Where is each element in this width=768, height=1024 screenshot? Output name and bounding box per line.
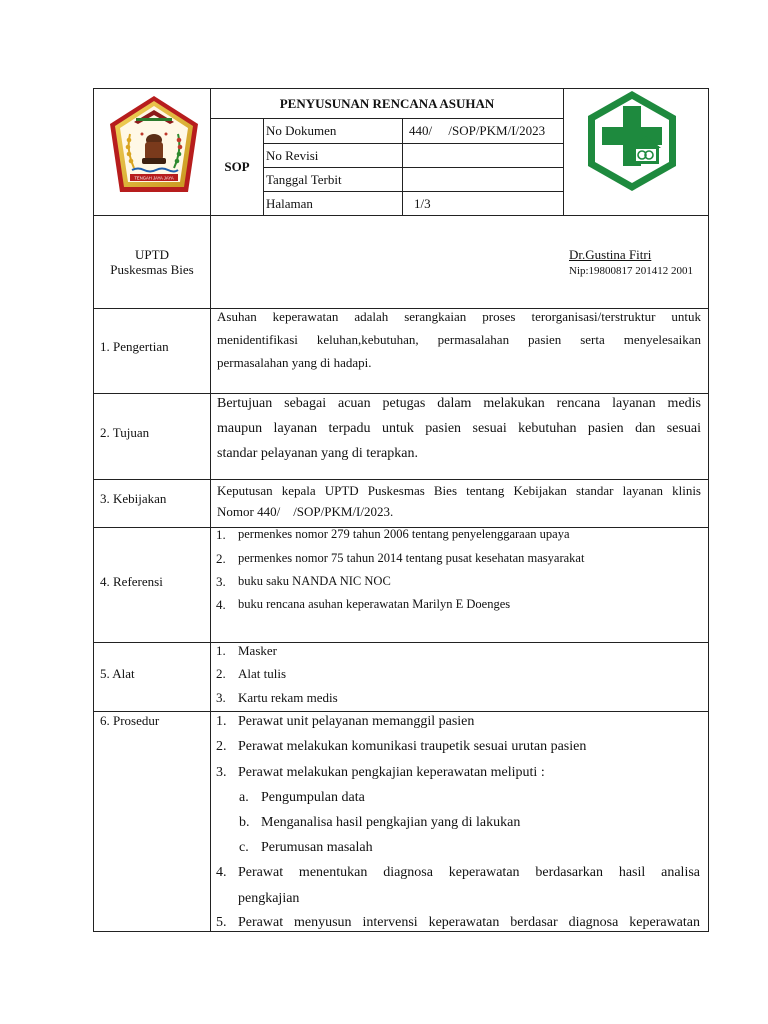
text-line: permasalahan yang di hadapi.	[217, 355, 372, 370]
text-line: maupun layanan terpadu untuk pasien sesuai kebutuhan pasien dan sesuai	[217, 421, 701, 436]
list-letter: a.	[239, 790, 249, 805]
regency-coat-of-arms-icon	[108, 94, 200, 204]
list-number: 3.	[216, 690, 226, 705]
list-item: Masker	[238, 643, 277, 658]
field-label-halaman: Halaman	[266, 196, 313, 211]
text-line: Keputusan kepala UPTD Puskesmas Bies tentang Kebijakan standar layanan klinis	[217, 483, 701, 498]
org-unit: UPTD	[135, 247, 169, 262]
list-letter: c.	[239, 840, 249, 855]
document-title: PENYUSUNAN RENCANA ASUHAN	[279, 96, 495, 111]
field-value-halaman: 1/3	[414, 196, 431, 211]
list-item-continuation: pengkajian	[238, 891, 300, 906]
section-label-referensi: 4. Referensi	[100, 574, 163, 589]
list-number: 2.	[216, 551, 226, 566]
list-item: Perumusan masalah	[261, 840, 373, 855]
list-number: 2.	[216, 666, 226, 681]
section-label-prosedur: 6. Prosedur	[100, 713, 160, 728]
text-line: Bertujuan sebagai acuan petugas dalam melakukan rencana layanan medis	[217, 396, 701, 411]
field-label-no-dokumen: No Dokumen	[266, 123, 337, 138]
list-number: 3.	[216, 765, 227, 780]
list-item: buku saku NANDA NIC NOC	[238, 574, 391, 588]
list-number: 3.	[216, 574, 226, 589]
list-number: 4.	[216, 865, 227, 880]
section-label-tujuan: 2. Tujuan	[100, 425, 150, 440]
section-body-tujuan	[217, 391, 701, 466]
list-item: Perawat unit pelayanan memanggil pasien	[238, 714, 475, 729]
list-item: buku rencana asuhan keperawatan Marilyn E Doenges	[238, 597, 511, 611]
section-label-alat: 5. Alat	[100, 666, 135, 681]
sop-label: SOP	[224, 159, 250, 174]
list-number: 1.	[216, 527, 226, 542]
list-item: Perawat melakukan komunikasi traupetik sesuai urutan pasien	[238, 739, 587, 754]
section-label-kebijakan: 3. Kebijakan	[100, 491, 167, 506]
section-body-pengertian	[217, 305, 701, 374]
list-item: Perawat melakukan pengkajian keperawatan meliputi :	[238, 765, 545, 780]
list-number: 5.	[216, 915, 227, 930]
list-item: Perawat menentukan diagnosa keperawatan berdasarkan hasil analisa	[238, 865, 700, 880]
text-line: Nomor 440/ /SOP/PKM/I/2023.	[217, 504, 394, 519]
signer-nip: Nip:19800817 201412 2001	[569, 265, 694, 277]
list-item: Pengumpulan data	[261, 790, 365, 805]
section-label-pengertian: 1. Pengertian	[100, 339, 169, 354]
list-number: 1.	[216, 714, 227, 729]
list-number: 2.	[216, 739, 227, 754]
field-label-no-revisi: No Revisi	[266, 148, 319, 163]
signer-name: Dr.Gustina Fitri	[569, 247, 652, 262]
list-item: Perawat menyusun intervensi keperawatan berdasar diagnosa keperawatan	[238, 915, 700, 930]
list-item: Alat tulis	[238, 666, 287, 681]
text-line: Asuhan keperawatan adalah serangkaian proses terorganisasi/terstruktur untuk	[217, 309, 701, 324]
section-body-kebijakan	[217, 480, 701, 522]
list-item: Menganalisa hasil pengkajian yang di lakukan	[261, 815, 521, 830]
svg-text:TENGAH JAYA JAYA: TENGAH JAYA JAYA	[134, 175, 174, 181]
text-line: menidentifikasi keluhan,kebutuhan, permasalahan pasien serta menyelesaikan	[217, 332, 701, 347]
field-value-no-dokumen: 440/ /SOP/PKM/I/2023	[409, 123, 546, 138]
puskesmas-logo-icon	[585, 88, 679, 194]
list-item: permenkes nomor 75 tahun 2014 tentang pusat kesehatan masyarakat	[238, 551, 585, 565]
list-item: permenkes nomor 279 tahun 2006 tentang penyelenggaraan upaya	[238, 527, 570, 541]
list-number: 4.	[216, 597, 226, 612]
field-label-tanggal-terbit: Tanggal Terbit	[266, 172, 342, 187]
list-letter: b.	[239, 815, 250, 830]
org-name: Puskesmas Bies	[110, 262, 194, 277]
list-item: Kartu rekam medis	[238, 690, 338, 705]
text-line: standar pelayanan yang di terapkan.	[217, 446, 418, 461]
list-number: 1.	[216, 643, 226, 658]
